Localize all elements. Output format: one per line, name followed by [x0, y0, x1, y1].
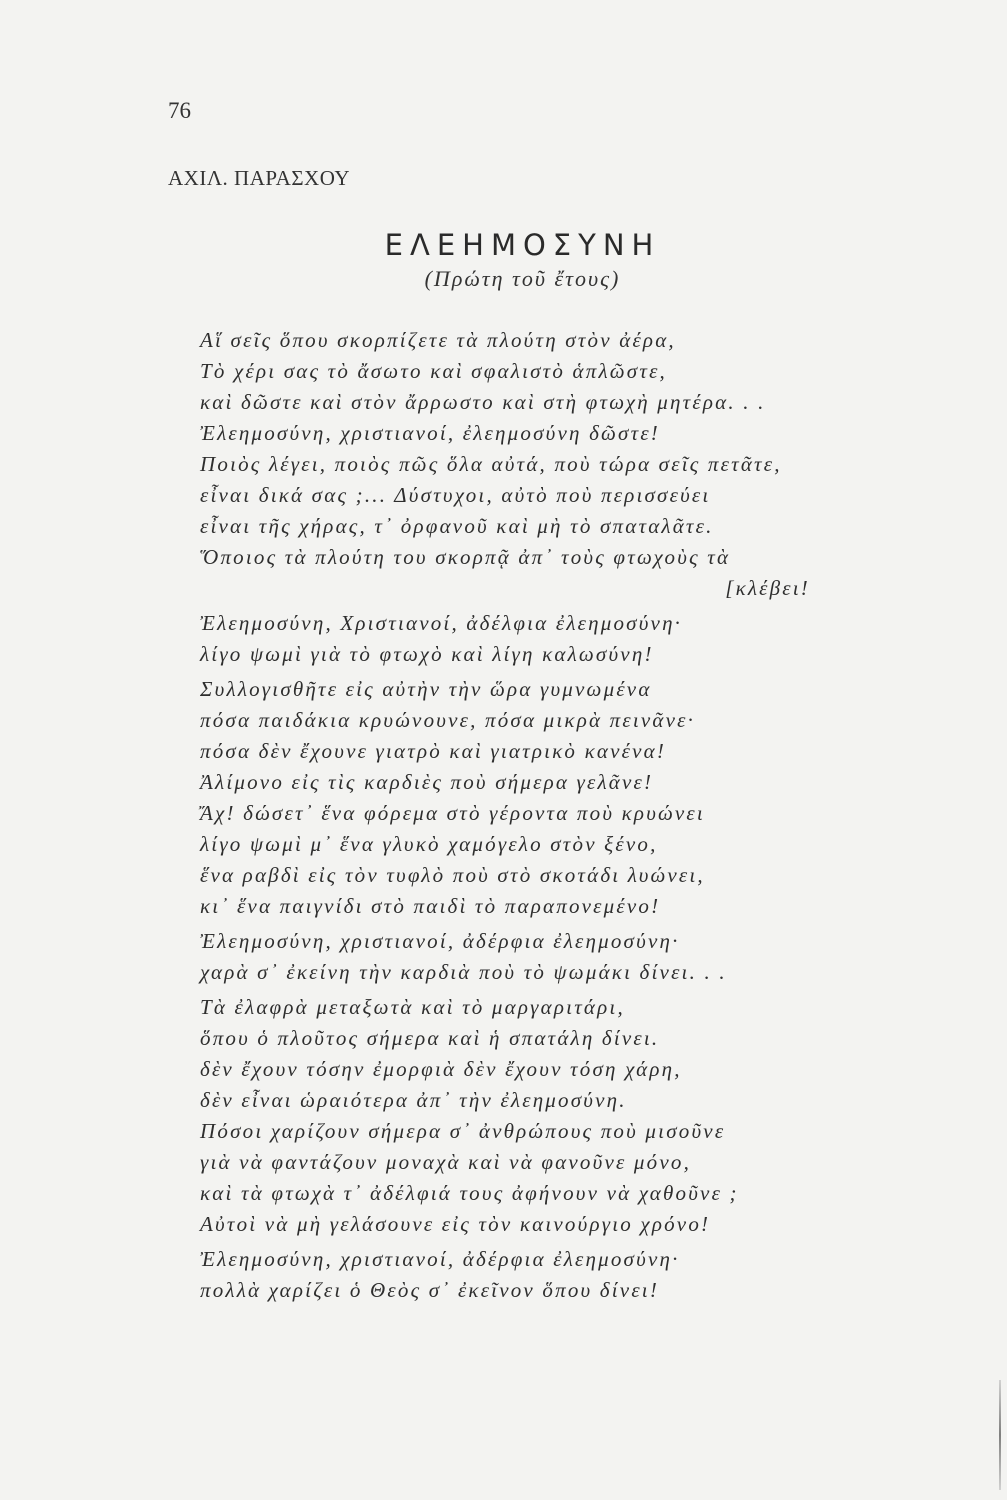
- poem-line: Αὐτοὶ νὰ μὴ γελάσουνε εἰς τὸν καινούργιο χρόνο!: [200, 1212, 711, 1236]
- poem-line: Ἄχ! δώσετ᾽ ἕνα φόρεμα στὸ γέροντα ποὺ κρυώνει: [200, 801, 705, 825]
- page-edge-mark: [999, 1380, 1001, 1490]
- stanza-3: [200, 674, 860, 922]
- poem-line: λίγο ψωμὶ γιὰ τὸ φτωχὸ καὶ λίγη καλωσύνη!: [200, 642, 654, 666]
- poem-line: Ὅποιος τὰ πλούτη του σκορπᾷ ἀπ᾽ τοὺς φτωχοὺς τὰ: [200, 545, 731, 569]
- page-number: 76: [168, 98, 191, 123]
- poem-line: δὲν εἶναι ὡραιότερα ἀπ᾽ τὴν ἐλεημοσύνη.: [200, 1088, 627, 1112]
- author-name: ΑΧΙΛ. ΠΑΡΑΣΧΟΥ: [168, 166, 350, 190]
- poem-subtitle: (Πρώτη τοῦ ἔτους): [424, 266, 621, 291]
- poem-line: κι᾽ ἕνα παιγνίδι στὸ παιδὶ τὸ παραπονεμένο!: [200, 894, 661, 918]
- stanza-5: [200, 992, 860, 1240]
- stanza-6: [200, 1244, 860, 1306]
- poem-line: καὶ τὰ φτωχὰ τ᾽ ἀδέλφιά τους ἀφήνουν νὰ χαθοῦνε ;: [200, 1181, 739, 1205]
- poem-line: Ἀλίμονο εἰς τὶς καρδιὲς ποὺ σήμερα γελᾶνε!: [200, 770, 654, 794]
- poem-title: ΕΛΕΗΜΟΣΥΝΗ: [384, 228, 661, 262]
- poem-line: δὲν ἔχουν τόσην ἐμορφιὰ δὲν ἔχουν τόση χάρη,: [200, 1057, 682, 1081]
- poem-line: καὶ δῶστε καὶ στὸν ἄρρωστο καὶ στὴ φτωχὴ μητέρα. . .: [200, 390, 766, 414]
- poem-body: [200, 325, 860, 1310]
- poem-line: πολλὰ χαρίζει ὁ Θεὸς σ᾽ ἐκεῖνον ὅπου δίνει!: [200, 1278, 660, 1302]
- stanza-1: [200, 325, 860, 604]
- poem-line: χαρὰ σ᾽ ἐκείνη τὴν καρδιὰ ποὺ τὸ ψωμάκι δίνει. . .: [200, 960, 727, 984]
- poem-line: Πόσοι χαρίζουν σήμερα σ᾽ ἀνθρώπους ποὺ μισοῦνε: [200, 1119, 726, 1143]
- poem-line: πόσα δὲν ἔχουνε γιατρὸ καὶ γιατρικὸ κανένα!: [200, 739, 667, 763]
- poem-line: Ἐλεημοσύνη, χριστιανοί, ἀδέρφια ἐλεημοσύνη·: [200, 929, 680, 953]
- stanza-4: [200, 926, 860, 988]
- poem-line: Συλλογισθῆτε εἰς αὐτὴν τὴν ὥρα γυμνωμένα: [200, 677, 652, 701]
- poem-line: Τὰ ἐλαφρὰ μεταξωτὰ καὶ τὸ μαργαριτάρι,: [200, 995, 625, 1019]
- poem-line: Ἐλεημοσύνη, χριστιανοί, ἀδέρφια ἐλεημοσύνη·: [200, 1247, 680, 1271]
- poem-line: λίγο ψωμὶ μ᾽ ἕνα γλυκὸ χαμόγελο στὸν ξένο,: [200, 832, 658, 856]
- poem-line: Ποιὸς λέγει, ποιὸς πῶς ὅλα αὐτά, ποὺ τώρα σεῖς πετᾶτε,: [200, 452, 782, 476]
- poem-line: Αἵ σεῖς ὅπου σκορπίζετε τὰ πλούτη στὸν ἀέρα,: [200, 328, 676, 352]
- poem-line: γιὰ νὰ φαντάζουν μοναχὰ καὶ νὰ φανοῦνε μόνο,: [200, 1150, 692, 1174]
- poem-line: ὅπου ὁ πλοῦτος σήμερα καὶ ἡ σπατάλη δίνει.: [200, 1026, 660, 1050]
- poem-line: ἕνα ραβδὶ εἰς τὸν τυφλὸ ποὺ στὸ σκοτάδι λυώνει,: [200, 863, 705, 887]
- poem-line: Ἐλεημοσύνη, χριστιανοί, ἐλεημοσύνη δῶστε!: [200, 421, 660, 445]
- stanza-2: [200, 608, 860, 670]
- poem-line: πόσα παιδάκια κρυώνουνε, πόσα μικρὰ πεινᾶνε·: [200, 708, 696, 732]
- poem-line-continuation: [κλέβει!: [725, 576, 810, 600]
- poem-line: Τὸ χέρι σας τὸ ἄσωτο καὶ σφαλιστὸ ἁπλῶστε,: [200, 359, 667, 383]
- poem-line: εἶναι τῆς χήρας, τ᾽ ὀρφανοῦ καὶ μὴ τὸ σπαταλᾶτε.: [200, 514, 714, 538]
- poem-line: εἶναι δικά σας ;... Δύστυχοι, αὐτὸ ποὺ περισσεύει: [200, 483, 711, 507]
- poem-line: Ἐλεημοσύνη, Χριστιανοί, ἀδέλφια ἐλεημοσύνη·: [200, 611, 683, 635]
